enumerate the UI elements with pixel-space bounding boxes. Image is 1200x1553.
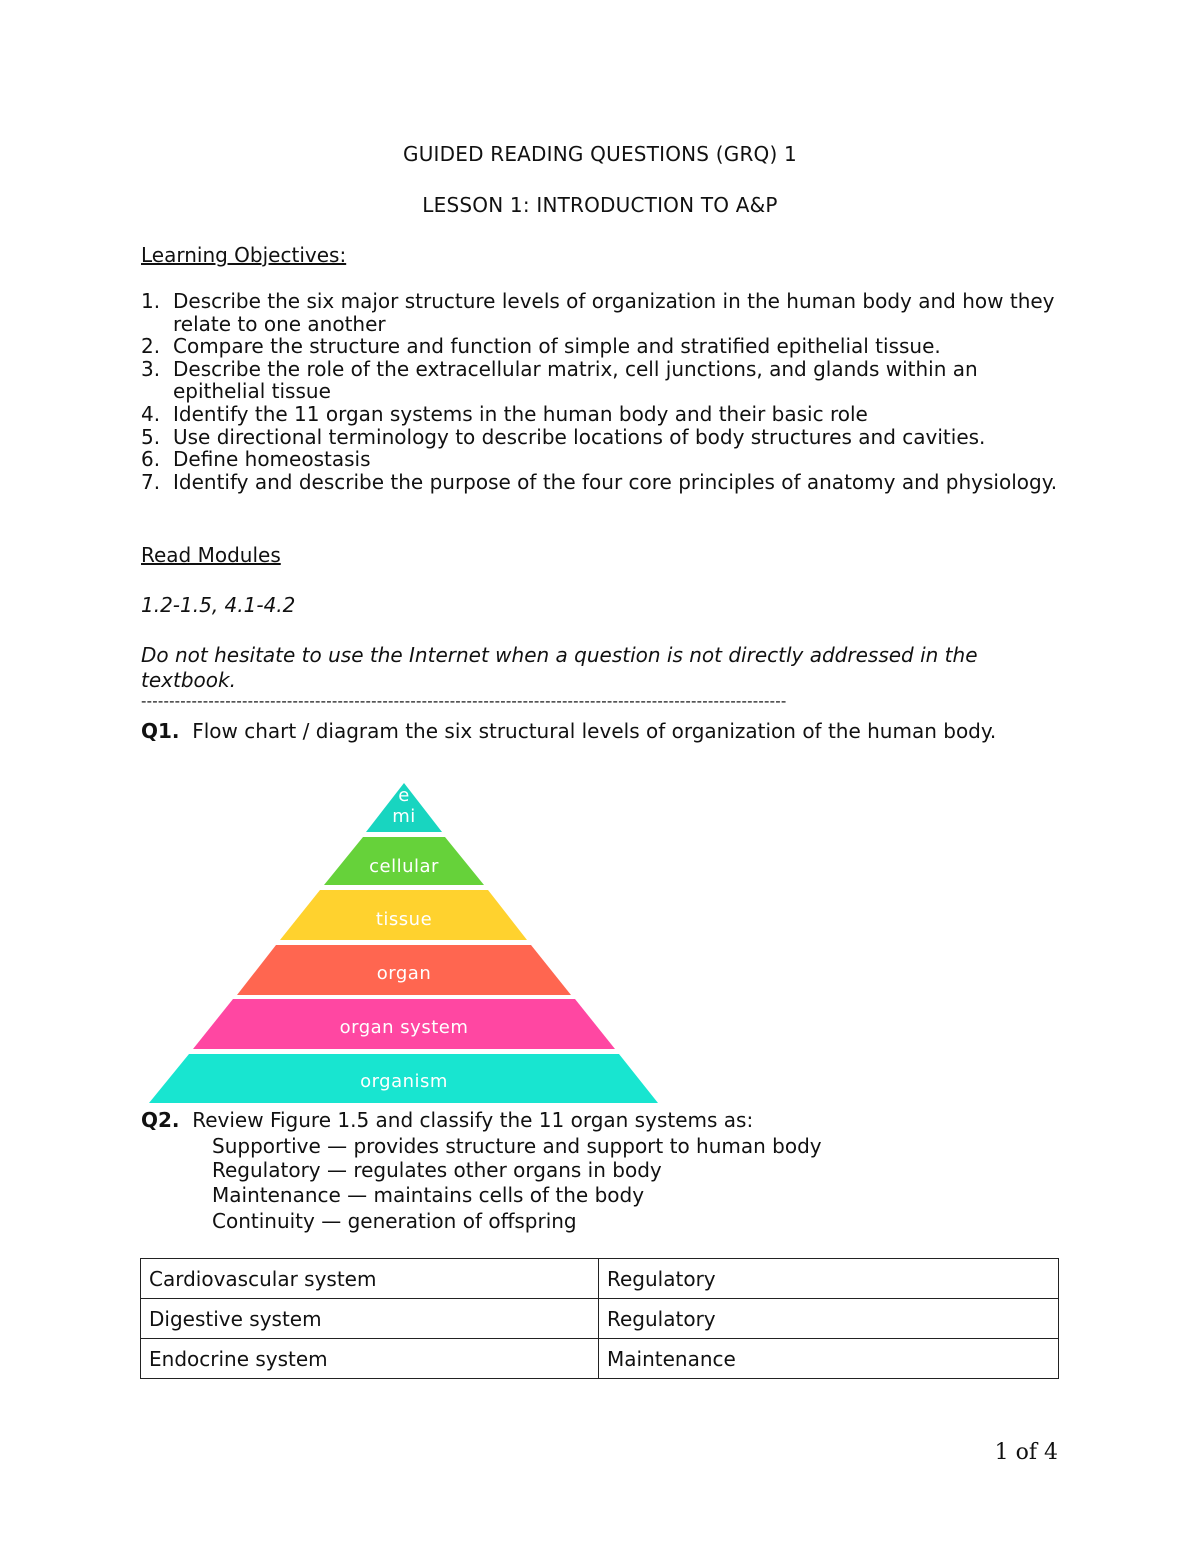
list-item [141,290,1061,335]
table-row [141,1339,1059,1379]
system-cell: Digestive system [141,1299,599,1339]
question-2-text: Review Figure 1.5 and classify the 11 organ systems as: [192,1108,754,1132]
category-regulatory: Regulatory — regulates other organs in body [212,1158,662,1182]
objective-text: Identify and describe the purpose of the four core principles of anatomy and physiology. [173,469,1058,494]
table-row [141,1259,1059,1299]
table-row [141,1299,1059,1339]
category-supportive: Supportive — provides structure and support to human body [212,1134,822,1158]
question-1-label: Q1. [141,719,180,743]
objective-text: Identify the 11 organ systems in the human body and their basic role [173,401,868,426]
list-item [141,358,1061,403]
list-item [141,335,1061,358]
class-cell: Maintenance [599,1339,1059,1379]
objective-number: 4. [141,401,161,426]
question-2 [141,1108,753,1133]
read-modules-heading: Read Modules [141,543,281,567]
pyramid-label-tissue: tissue [375,909,433,930]
objective-text: Use directional terminology to describe locations of body structures and cavities. [173,424,986,449]
list-item [141,448,1061,471]
pyramid-label-organ: organ [376,963,432,984]
category-maintenance: Maintenance — maintains cells of the body [212,1183,645,1207]
document-title: GUIDED READING QUESTIONS (GRQ) 1 [403,142,797,166]
organization-pyramid [140,776,670,1106]
question-1 [141,719,1041,744]
pyramid-label-cellular: cellular [369,856,439,877]
objective-text: Describe the six major structure levels of organization in the human body and how they relate to one another [173,289,1055,336]
system-cell: Endocrine system [141,1339,599,1379]
pyramid-label-organism: organism [360,1071,448,1092]
objectives-list [141,290,1061,493]
lesson-title: LESSON 1: INTRODUCTION TO A&P [422,193,778,217]
section-divider: ------------------------------------------------------------------------------------------------------------------- [141,693,787,709]
page-number: 1 of 4 [994,1440,1058,1465]
organ-system-table [140,1258,1059,1379]
objective-number: 7. [141,469,161,494]
pyramid-label-organ-system: organ system [339,1017,469,1038]
objective-number: 2. [141,334,161,359]
objective-number: 1. [141,289,161,313]
objective-text: Describe the role of the extracellular matrix, cell junctions, and glands within an epithelial tissue [173,356,978,404]
class-cell: Regulatory [599,1299,1059,1339]
pyramid-label-chemical-2: mi [392,806,416,827]
list-item [141,471,1061,494]
objective-text: Define homeostasis [173,447,371,472]
objective-text: Compare the structure and function of simple and stratified epithelial tissue. [173,334,941,359]
reading-note: Do not hesitate to use the Internet when a question is not directly addressed in the textbook. [141,643,978,692]
question-1-text: Flow chart / diagram the six structural levels of organization of the human body. [192,719,997,743]
list-item [141,403,1061,426]
objectives-heading: Learning Objectives: [141,243,347,267]
system-cell: Cardiovascular system [141,1259,599,1299]
question-2-label: Q2. [141,1108,180,1132]
objective-number: 5. [141,424,161,449]
objective-number: 3. [141,356,161,381]
objective-number: 6. [141,447,161,472]
category-continuity: Continuity — generation of offspring [212,1209,577,1233]
list-item [141,426,1061,449]
modules-range: 1.2-1.5, 4.1-4.2 [141,593,296,617]
pyramid-label-chemical-1: e [398,785,410,806]
class-cell: Regulatory [599,1259,1059,1299]
